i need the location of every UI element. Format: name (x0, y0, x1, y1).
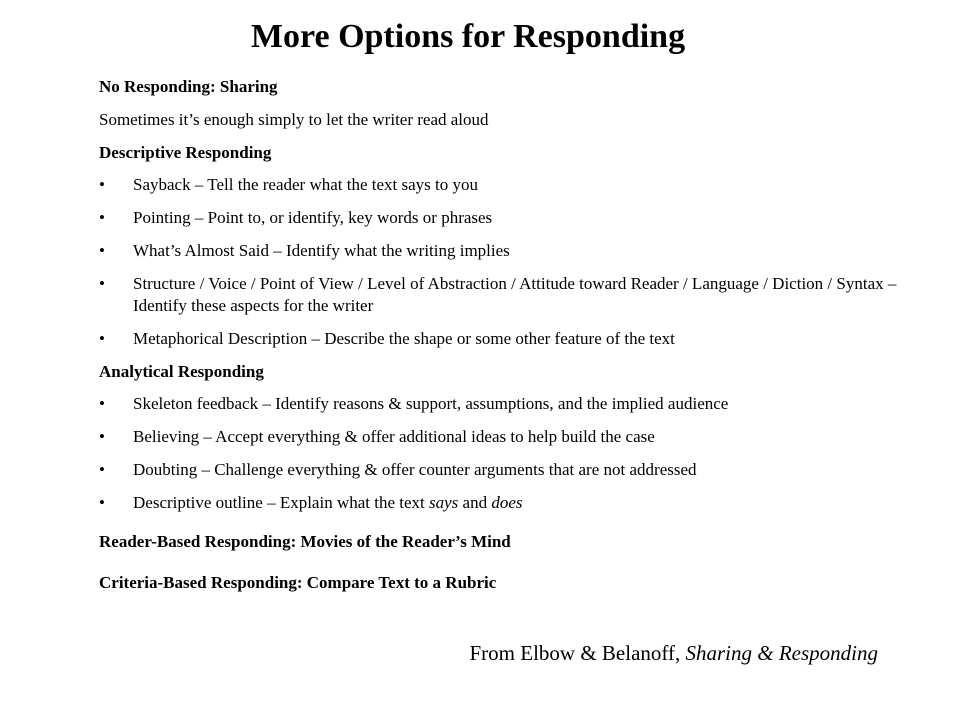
bullet-icon: • (99, 241, 105, 260)
outline-does-text: does (491, 493, 523, 512)
list-item-text: Pointing – Point to, or identify, key words or phrases (133, 208, 493, 227)
list-item-text: What’s Almost Said – Identify what the writing implies (133, 241, 510, 260)
analytical-list (99, 393, 899, 514)
list-item-text: Metaphorical Description – Describe the shape or some other feature of the text (133, 329, 675, 348)
outline-says-text: says (429, 493, 459, 512)
bullet-icon: • (99, 394, 105, 413)
list-item (99, 207, 899, 229)
section-heading-reader-based: Reader-Based Responding: Movies of the Reader’s Mind (99, 532, 511, 551)
list-item-text (133, 493, 523, 512)
slide-body (99, 77, 899, 593)
descriptive-list (99, 174, 899, 350)
citation-work-title: Sharing & Responding (685, 641, 878, 665)
list-item-text: Doubting – Challenge everything & offer counter arguments that are not addressed (133, 460, 697, 479)
list-item (99, 273, 899, 317)
citation-prefix: From Elbow & Belanoff, (469, 641, 686, 665)
bullet-icon: • (99, 208, 105, 227)
list-item (99, 393, 899, 415)
section-heading-descriptive: Descriptive Responding (99, 143, 272, 162)
outline-lead-text: Descriptive outline – Explain what the text (133, 493, 430, 512)
list-item (99, 492, 899, 514)
list-item-text: Sayback – Tell the reader what the text says to you (133, 175, 479, 194)
bullet-icon: • (99, 329, 105, 348)
citation (469, 640, 878, 666)
list-item (99, 328, 899, 350)
bullet-icon: • (99, 493, 105, 512)
list-item-text: Skeleton feedback – Identify reasons & support, assumptions, and the implied audience (133, 394, 729, 413)
bullet-icon: • (99, 460, 105, 479)
list-item (99, 174, 899, 196)
bullet-icon: • (99, 427, 105, 446)
bullet-icon: • (99, 274, 105, 293)
section-heading-sharing: No Responding: Sharing (99, 77, 278, 96)
section-heading-analytical: Analytical Responding (99, 362, 264, 381)
page-title: More Options for Responding (250, 18, 686, 55)
list-item (99, 426, 899, 448)
sharing-description: Sometimes it’s enough simply to let the writer read aloud (99, 110, 489, 129)
outline-and-text: and (458, 493, 492, 512)
list-item-text: Structure / Voice / Point of View / Level of Abstraction / Attitude toward Reader / Language / Diction / Syntax – Identify these aspects for the writer (133, 274, 897, 315)
list-item (99, 459, 899, 481)
list-item (99, 240, 899, 262)
section-heading-criteria-based: Criteria-Based Responding: Compare Text to a Rubric (99, 573, 497, 592)
list-item-text: Believing – Accept everything & offer additional ideas to help build the case (133, 427, 655, 446)
bullet-icon: • (99, 175, 105, 194)
